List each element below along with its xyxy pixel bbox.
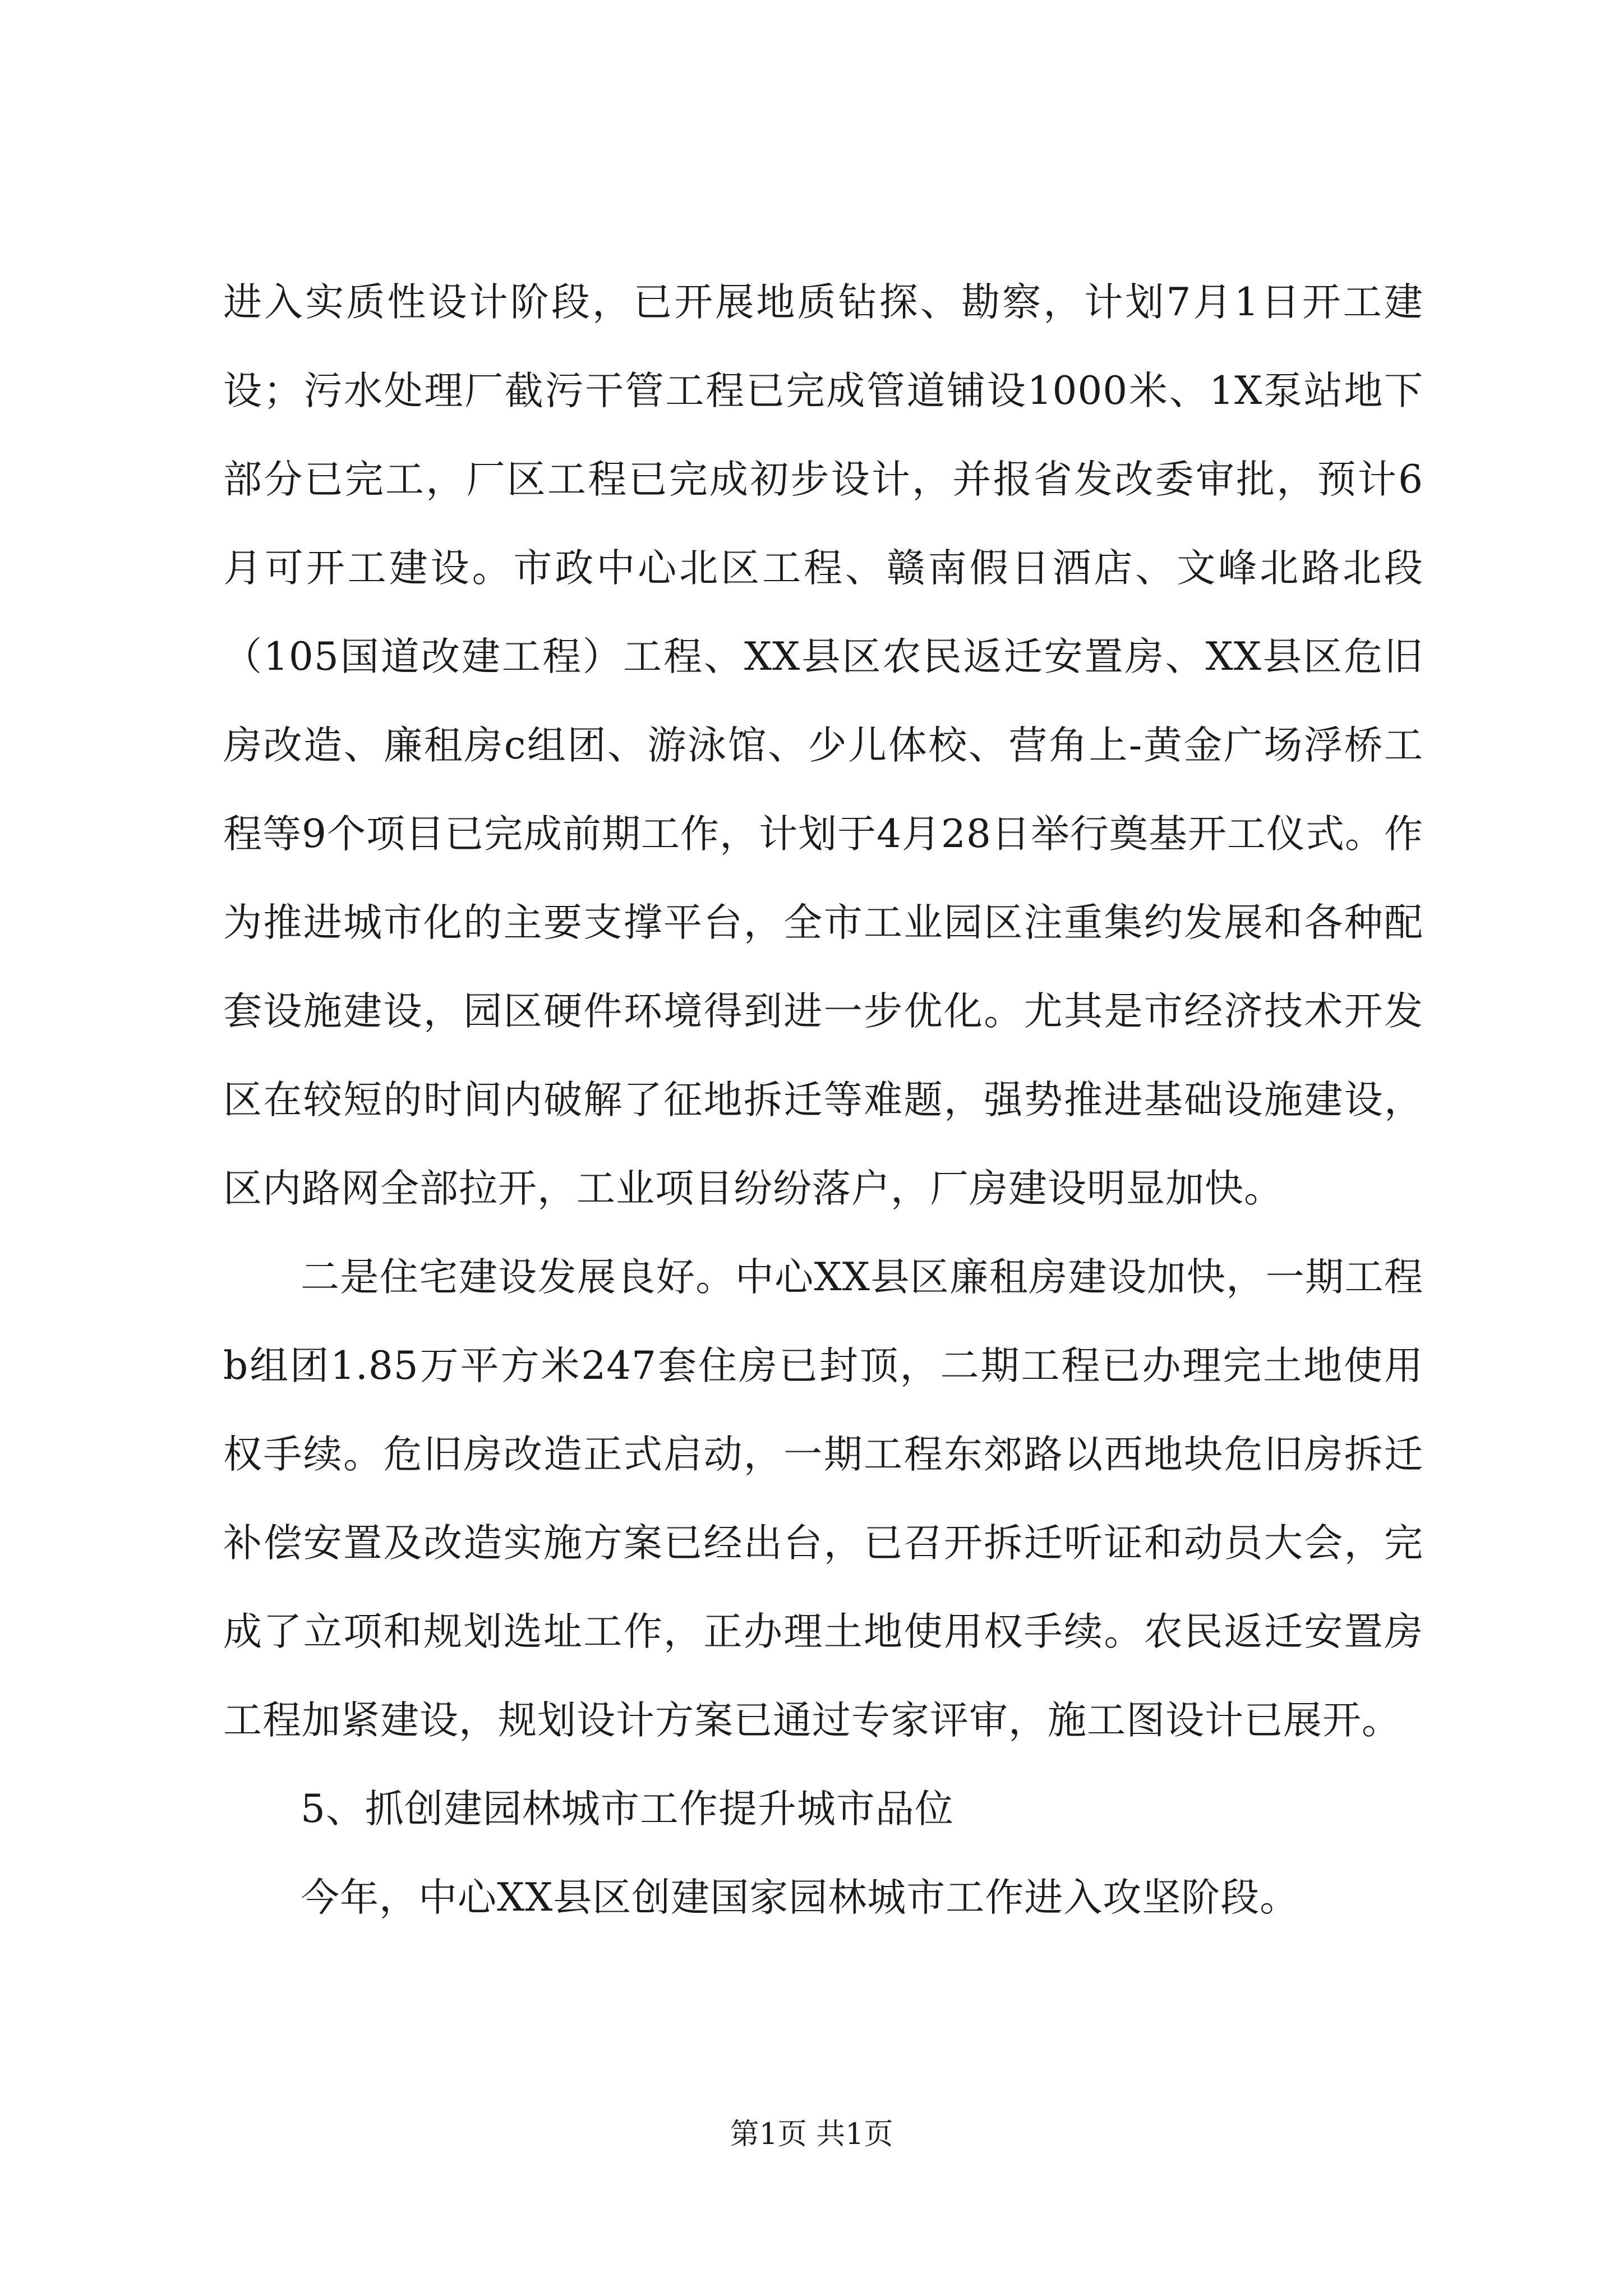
section-heading: 5、抓创建园林城市工作提升城市品位 (301, 1787, 954, 1832)
paragraph-housing: 二是住宅建设发展良好。中心XX县区廉租房建设加快，一期工程b组团1.85万平方米247套住房已封顶，二期工程已办理完土地使用权手续。危旧房改造正式启动，一期工程东郊路以西地块危旧房拆迁补偿安置及改造实施方案已经出台，已召开拆迁听证和动员大会，完成了立项和规划选址工作，正办理土地使用权手续。农民返迁安置房工程加紧建设，规划设计方案已通过专家评审，施工图设计已展开。 (223, 1255, 1423, 1743)
paragraph-garden-city: 今年，中心XX县区创建国家园林城市工作进入攻坚阶段。 (301, 1875, 1299, 1920)
paragraph-continued: 进入实质性设计阶段，已开展地质钻探、勘察，计划7月1日开工建设；污水处理厂截污干管工程已完成管道铺设1000米、1X泵站地下部分已完工，厂区工程已完成初步设计，并报省发改委审批，预计6月可开工建设。市政中心北区工程、赣南假日酒店、文峰北路北段（105国道改建工程）工程、XX县区农民返迁安置房、XX县区危旧房改造、廉租房c组团、游泳馆、少儿体校、营角上-黄金广场浮桥工程等9个项目已完成前期工作，计划于4月28日举行奠基开工仪式。作为推进城市化的主要支撑平台，全市工业园区注重集约发展和各种配套设施建设，园区硬件环境得到进一步优化。尤其是市经济技术开发区在较短的时间内破解了征地拆迁等难题，强势推进基础设施建设，区内路网全部拉开，工业项目纷纷落户，厂房建设明显加快。 (223, 280, 1423, 1211)
document-body (223, 258, 1423, 1942)
page-number-footer: 第1页 共1页 (730, 2118, 893, 2151)
